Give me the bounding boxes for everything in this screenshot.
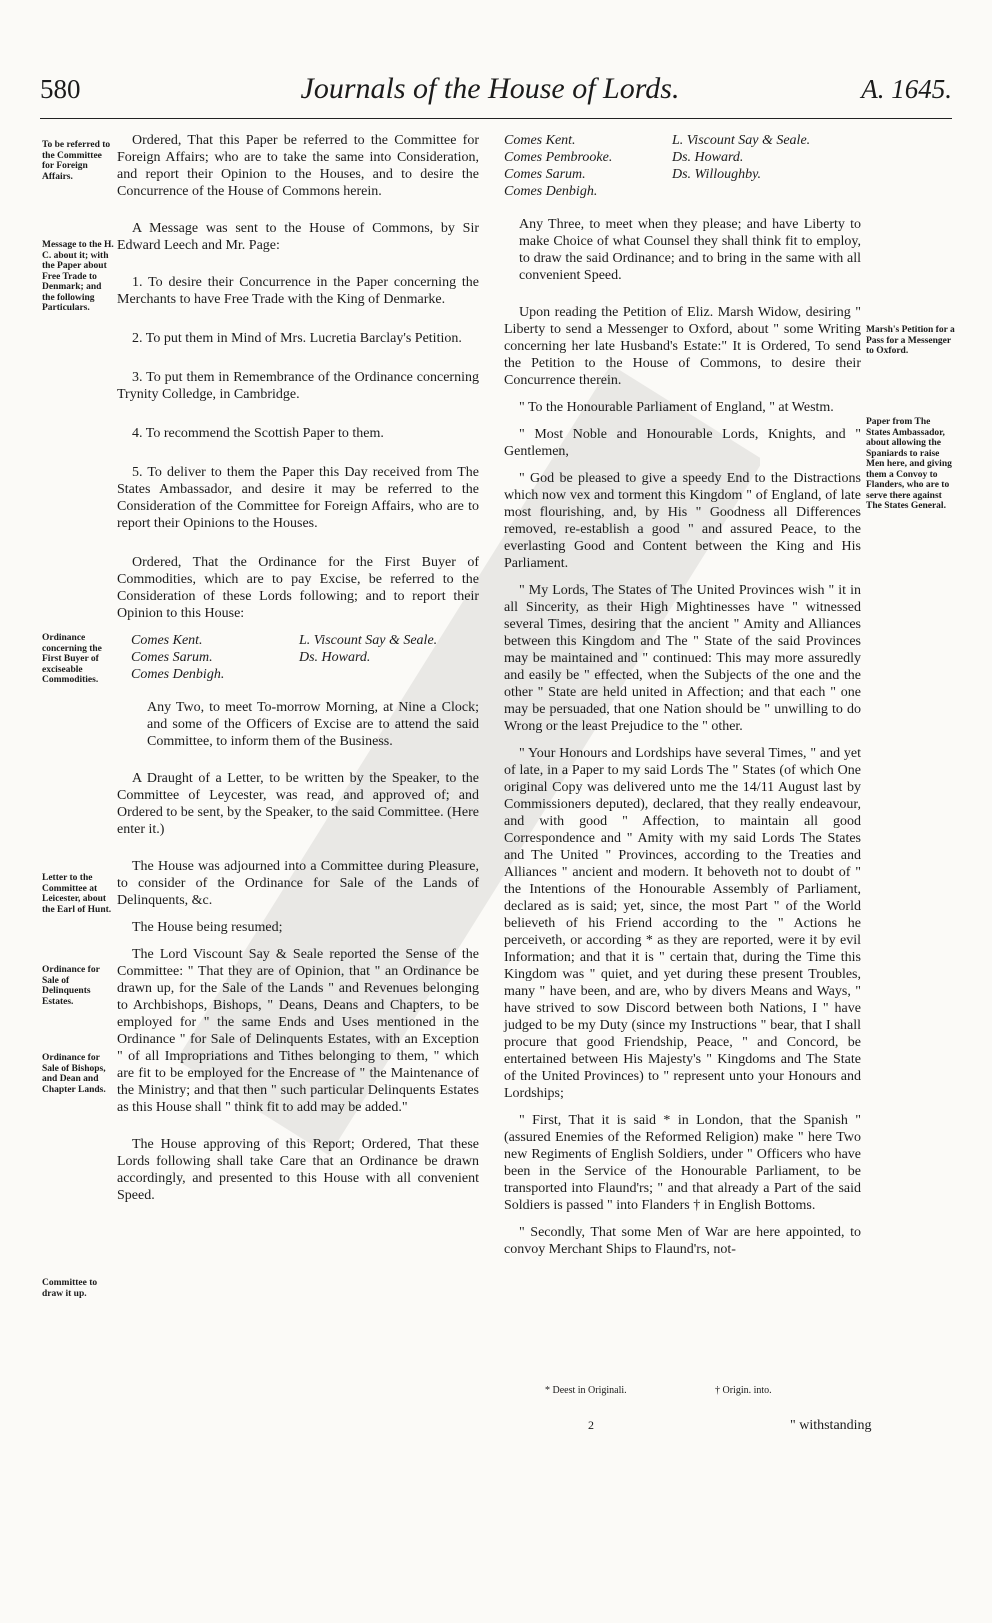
lord-name: Comes Denbigh.: [131, 667, 225, 682]
paragraph: " First, That it is said * in London, that the Spanish " (assured Enemies of the Reformed Religion) make " here Two new Regiments of English Soldiers, under " Officers who have been in the Service of the Honourable Parliament, to be transported into Flaund'rs; " and that already a Part of the said Soldiers is passed " into Flanders † in English Bottoms.: [504, 1113, 861, 1213]
lord-name: Comes Kent.: [504, 133, 576, 148]
margin-note: Ordinance concerning the First Buyer of exciseable Commodities.: [42, 633, 102, 685]
paragraph: Ordered, That the Ordinance for the First Buyer of Commodities, which are to pay Excise, be referred to the Consideration of these Lords following; and to report their Opinion to this House:: [117, 555, 479, 621]
lord-name: L. Viscount Say & Seale.: [299, 633, 438, 648]
paragraph: A Draught of a Letter, to be written by the Speaker, to the Committee of Leycester, was read, and approved of; and Ordered to be sent, by the Speaker, to the said Committee. (Here enter it.): [117, 771, 479, 837]
margin-note: Message to the H. C. about it; with the Paper about Free Trade to Denmark; and the following Particulars.: [42, 240, 114, 313]
lord-name: Comes Pembrooke.: [504, 150, 613, 165]
lord-name: Comes Kent.: [131, 633, 203, 648]
paragraph: Any Three, to meet when they please; and have Liberty to make Choice of what Counsel they shall think fit to employ, to draw the said Ordinance; and to bring in the same with all convenient Speed.: [519, 217, 861, 283]
footnote: * Deest in Originali.: [545, 1385, 627, 1396]
list-item: 4. To recommend the Scottish Paper to them.: [132, 426, 384, 441]
margin-note: Letter to the Committee at Leicester, about the Earl of Hunt.: [42, 873, 112, 915]
paragraph: " My Lords, The States of The United Provinces wish " it in all Sincerity, as their High Mightinesses have " witnessed several Times, desiring that the ancient " Amity and Alliances between this Kingdom and The " State of the said Provinces may be maintained and " continued: This may more assuredly and easily be " effected, when the Subjects of the one and the other " State are held united in Affection; and that each " one may be persuaded, that one Nation should be " unwilling to do Wrong or the least Prejudice to the " other.: [504, 583, 861, 734]
signature-mark: 2: [588, 1418, 594, 1432]
page-number: 580: [40, 74, 81, 104]
paragraph: " Secondly, That some Men of War are here appointed, to convoy Merchant Ships to Flaund'rs, not-: [504, 1225, 861, 1257]
margin-note: Ordinance for Sale of Bishops, and Dean and Chapter Lands.: [42, 1053, 106, 1095]
page-year: A. 1645.: [861, 74, 952, 104]
paragraph: The House approving of this Report; Ordered, That these Lords following shall take Care that an Ordinance be drawn accordingly, and presented to this House with all convenient Speed.: [117, 1137, 479, 1203]
list-item: 5. To deliver to them the Paper this Day received from The States Ambassador, and desire it may be referred to the Consideration of the Committee for Foreign Affairs, who are to report their Opinions to the Houses.: [117, 465, 479, 531]
lords-list: [131, 632, 479, 683]
lord-name: L. Viscount Say & Seale.: [672, 133, 811, 148]
header-rule: [40, 118, 952, 119]
margin-note: Marsh's Petition for a Pass for a Messenger to Oxford.: [866, 325, 955, 356]
paragraph: " God be pleased to give a speedy End to the Distractions which now vex and torment this Kingdom " of England, of late most flourishing, and, by His " Goodness all Differences removed, re-establish a good " and assured Peace, to the everlasting Good and Content between the King and His Parliament.: [504, 471, 861, 571]
right-column: [504, 132, 861, 1268]
margin-note: Ordinance for Sale of Delinquents Estates.: [42, 965, 100, 1007]
paragraph: Upon reading the Petition of Eliz. Marsh Widow, desiring " Liberty to send a Messenger to Oxford, about " some Writing concerning her late Husband's Estate:" It is Ordered, To send the Petition to the House of Commons, to desire their Concurrence therein.: [504, 305, 861, 388]
paragraph: The House was adjourned into a Committee during Pleasure, to consider of the Ordinance for Sale of the Lands of Delinquents, &c.: [117, 859, 479, 908]
footnote: † Origin. into.: [715, 1385, 772, 1396]
paragraph: Ordered, That this Paper be referred to the Committee for Foreign Affairs; who are to take the same into Consideration, and report their Opinion to the Houses, and to desire the Concurrence of the House of Commons herein.: [117, 133, 479, 199]
margin-note: To be referred to the Committee for Foreign Affairs.: [42, 140, 111, 182]
lord-name: Comes Sarum.: [131, 650, 213, 665]
page-title: Journals of the House of Lords.: [300, 72, 680, 105]
margin-note: Paper from The States Ambassador, about allowing the Spaniards to raise Men here, and giving them a Convoy to Flanders, who are to serve there against The States General.: [866, 417, 952, 511]
paragraph: A Message was sent to the House of Commons, by Sir Edward Leech and Mr. Page:: [117, 221, 479, 253]
lord-name: Ds. Howard.: [299, 650, 371, 665]
page-header: [40, 72, 952, 116]
lord-name: Ds. Willoughby.: [672, 167, 762, 182]
lord-name: Ds. Howard.: [672, 150, 744, 165]
letter-salutation: " Most Noble and Honourable Lords, Knights, and " Gentlemen,: [504, 427, 861, 459]
paragraph: The Lord Viscount Say & Seale reported the Sense of the Committee: " That they are of Opinion, that " an Ordinance be drawn up, for the Sale of the Lands " and Revenues belonging to Archbishops, Bishops, " Deans, Deans and Chapters, to be employed for " the same Ends and Uses mentioned in the Ordinance " for Sale of Delinquents Estates, with an Exception " of all Impropriations and Tithes belonging to them, " which are fit to be employed for the Encrease of " the Maintenance of the Ministry; and that then " such particular Delinquents Estates as this House shall " think fit to add may be added.": [117, 947, 479, 1115]
catchword: " withstanding: [790, 1418, 872, 1433]
list-item: 2. To put them in Mind of Mrs. Lucretia Barclay's Petition.: [132, 331, 462, 346]
margin-note: Committee to draw it up.: [42, 1278, 98, 1299]
paragraph: " Your Honours and Lordships have several Times, " and yet of late, in a Paper to my said Lords The " States (of which One original Copy was delivered unto me the 14/11 August last by Commissioners deputed), declared, that they really endeavour, and with good " Affection, to maintain all good Correspondence and " Amity with my said Lords The States and The United " Provinces, according to the Treaties and Alliances " ancient and modern. It behoveth not to doubt of " the Intentions of the Honourable Assembly of Parliament, declared as is said; yet, since, the most Part " of the World believeth of his Friend according to the " Actions he perceiveth, or according * as they are reported, were it by evil Information; and that it is " certain that, during the Time this Kingdom was " quiet, and yet during these present Troubles, many " have been, and are, who by divers Means and Ways, " have strived to sow Discord between both Nations, I " have judged to be my Duty (since my Instructions " bear, that I shall procure that good Friendship, Peace, " and Concord, be entertained between His Majesty's " Kingdoms and The State of the United Provinces) to " represent unto your Honours and Lordships;: [504, 746, 861, 1101]
paragraph: Any Two, to meet To-morrow Morning, at Nine a Clock; and some of the Officers of Excise are to attend the said Committee, to inform them of the Business.: [147, 700, 479, 749]
letter-address: " To the Honourable Parliament of England, " at Westm.: [519, 400, 834, 415]
lord-name: Comes Denbigh.: [504, 184, 598, 199]
lords-list: [504, 132, 861, 200]
list-item: 3. To put them in Remembrance of the Ordinance concerning Trynity Colledge, in Cambridge.: [117, 370, 479, 402]
lord-name: Comes Sarum.: [504, 167, 586, 182]
left-column: [117, 132, 479, 1214]
paragraph: The House being resumed;: [132, 920, 283, 935]
list-item: 1. To desire their Concurrence in the Paper concerning the Merchants to have Free Trade with the King of Denmarke.: [117, 275, 479, 307]
